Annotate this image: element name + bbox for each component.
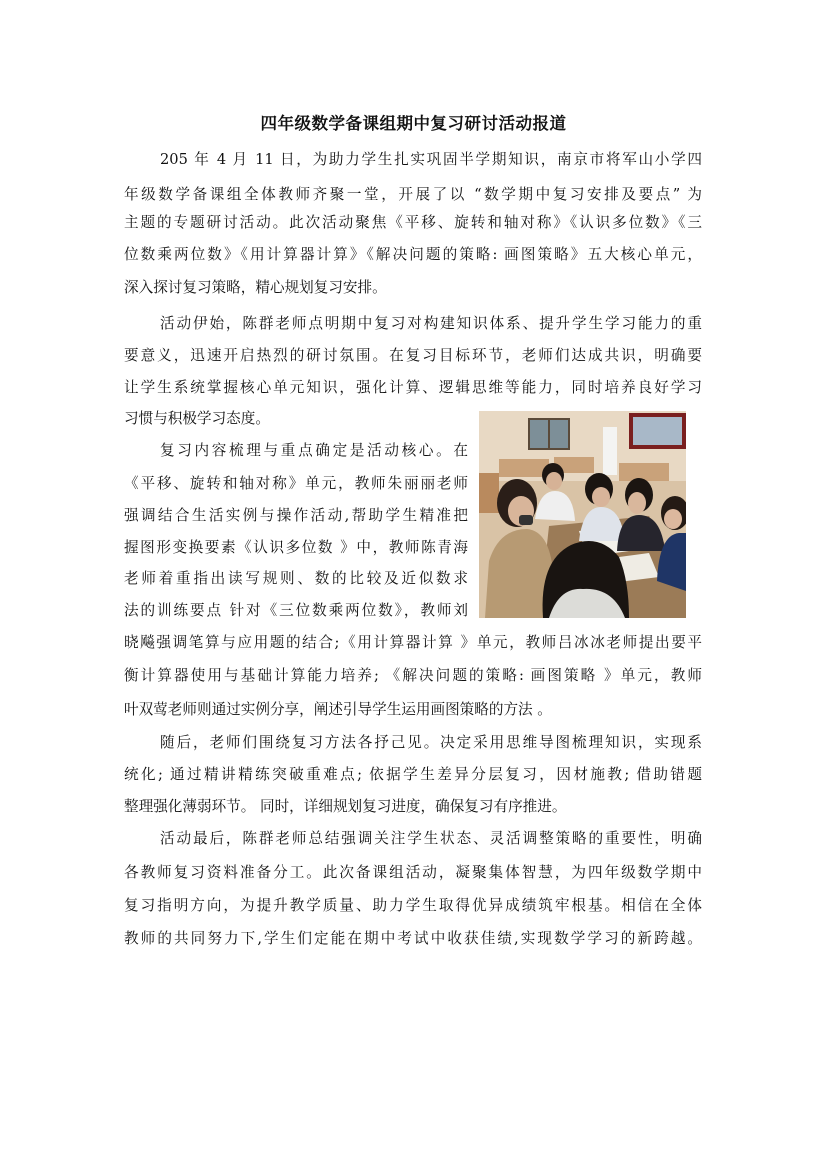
paragraph-line: 习惯与积极学习态度。 [124,410,270,427]
document-title: 四年级数学备课组期中复习研讨活动报道 [260,114,567,133]
paragraph-line: 随后，老师们围绕复习方法各抒己见。决定采用思维导图梳理知识，实现系 [160,734,702,751]
paragraph-line: 晓飚强调笔算与应用题的结合;《用计算器计算 》单元，教师吕冰冰老师提出要平 [124,634,702,651]
paragraph-line: 《平移、旋转和轴对称》单元，教师朱丽丽老师 [124,475,468,492]
paragraph-line: 各教师复习资料准备分工。此次备课组活动，凝聚集体智慧，为四年级数学期中 [124,864,702,881]
teachers-meeting-photo [479,411,686,618]
paragraph-line: 活动伊始，陈群老师点明期中复习对构建知识体系、提升学生学习能力的重 [160,315,702,332]
paragraph-line: 205 年 4 月 11 日，为助力学生扎实巩固半学期知识，南京市将军山小学四 [160,151,702,168]
paragraph-line: 活动最后，陈群老师总结强调关注学生状态、灵活调整策略的重要性，明确 [160,830,702,847]
paragraph-line: 要意义，迅速开启热烈的研讨氛围。在复习目标环节，老师们达成共识，明确要 [124,347,702,364]
paragraph-line: 复习内容梳理与重点确定是活动核心。在 [160,442,468,459]
paragraph-line: 衡计算器使用与基础计算能力培养; 《解决问题的策略: 画图策略 》单元，教师 [124,667,702,684]
paragraph-line: 法的训练要点 针对《三位数乘两位数》，教师刘 [124,602,468,619]
paragraph-line: 主题的专题研讨活动。此次活动聚焦《平移、旋转和轴对称》《认识多位数》《三 [124,214,702,231]
paragraph-line: 老师着重指出读写规则、数的比较及近似数求 [124,570,468,587]
paragraph-line: 握图形变换要素《认识多位数 》中，教师陈青海 [124,539,468,556]
paragraph-line: 年级数学备课组全体教师齐聚一堂，开展了以 “数学期中复习安排及要点” 为 [124,186,702,203]
paragraph-line: 让学生系统掌握核心单元知识，强化计算、逻辑思维等能力，同时培养良好学习 [124,379,702,396]
paragraph-line: 整理强化薄弱环节。 同时，详细规划复习进度，确保复习有序推进。 [124,798,567,815]
paragraph-line: 教师的共同努力下,学生们定能在期中考试中收获佳绩,实现数学学习的新跨越。 [124,930,702,947]
paragraph-line: 位数乘两位数》《用计算器计算》《解决问题的策略: 画图策略》五大核心单元， [124,246,702,263]
paragraph-line: 叶双莺老师则通过实例分享，阐述引导学生运用画图策略的方法 。 [124,701,552,718]
paragraph-line: 复习指明方向，为提升教学质量、助力学生取得优异成绩筑牢根基。相信在全体 [124,897,702,914]
paragraph-line: 深入探讨复习策略，精心规划复习安排。 [124,279,387,296]
paragraph-line: 统化; 通过精讲精练突破重难点; 依据学生差异分层复习，因材施教; 借助错题 [124,766,702,783]
paragraph-line: 强调结合生活实例与操作活动,帮助学生精准把 [124,507,468,524]
